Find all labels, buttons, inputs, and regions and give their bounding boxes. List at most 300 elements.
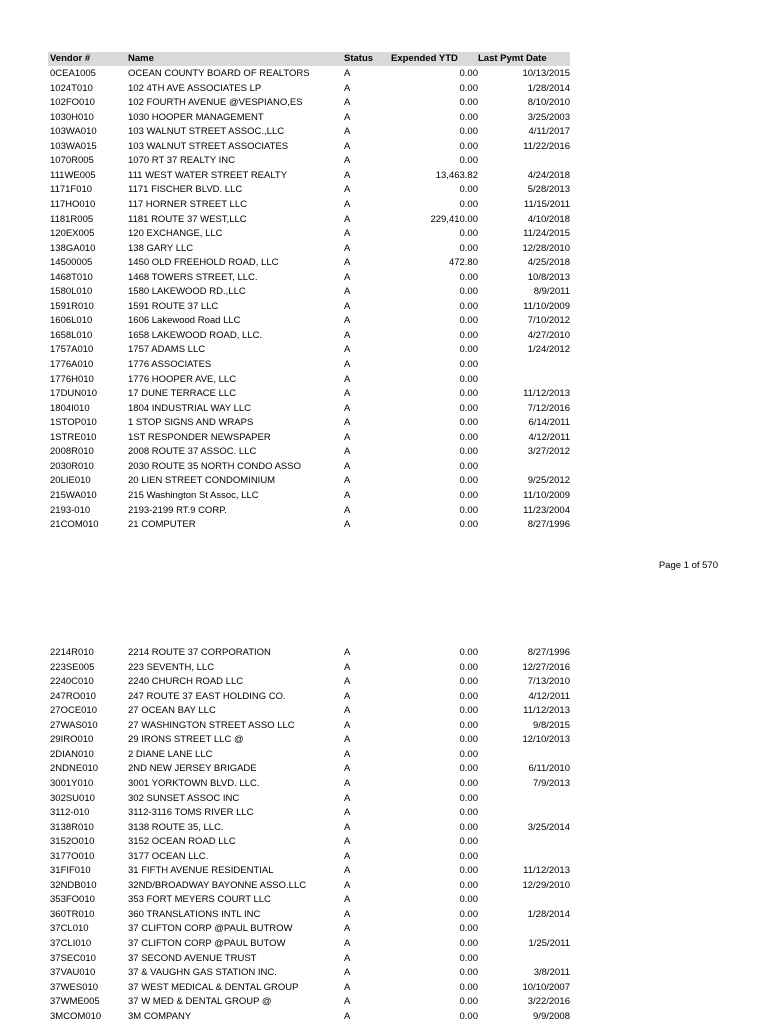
table-row: [48, 821, 570, 836]
name-cell: 2008 ROUTE 37 ASSOC. LLC: [128, 446, 257, 458]
table-row: [48, 518, 570, 533]
vendor-cell: 0CEA1005: [50, 68, 96, 79]
table-row: [48, 733, 570, 748]
status-cell: A: [344, 938, 351, 949]
name-cell: 3152 OCEAN ROAD LLC: [128, 836, 236, 848]
name-cell: 1591 ROUTE 37 LLC: [128, 300, 219, 312]
table-row: [48, 242, 570, 257]
status-cell: A: [344, 504, 351, 516]
vendor-cell: 3138R010: [50, 821, 94, 833]
status-cell: A: [344, 676, 351, 688]
expended-cell: 0.00: [459, 777, 478, 789]
status-cell: A: [344, 111, 351, 123]
table-row: [48, 850, 570, 865]
table-row: [48, 358, 570, 373]
expended-cell: 0.00: [459, 719, 478, 731]
vendor-cell: 1024T010: [50, 82, 93, 94]
name-cell: 3138 ROUTE 35, LLC.: [128, 821, 224, 833]
last-pymt-cell: 12/29/2010: [522, 879, 570, 891]
last-pymt-cell: 9/9/2008: [533, 1010, 570, 1022]
last-pymt-cell: 1/24/2012: [527, 344, 570, 356]
last-pymt-cell: 12/28/2010: [522, 242, 570, 254]
status-cell: A: [344, 184, 351, 196]
vendor-cell: 1468T010: [50, 271, 93, 283]
expended-cell: 0.00: [459, 140, 478, 152]
last-pymt-cell: 7/13/2010: [527, 676, 570, 688]
vendor-cell: 2214R010: [50, 647, 94, 658]
expended-cell: 0.00: [459, 690, 478, 702]
status-cell: A: [344, 923, 351, 935]
expended-cell: 0.00: [459, 894, 478, 906]
status-cell: A: [344, 140, 351, 152]
vendor-cell: 117HO010: [50, 198, 96, 210]
last-pymt-cell: 12/27/2016: [522, 661, 570, 673]
status-cell: A: [344, 850, 351, 862]
vendor-cell: 17DUN010: [50, 388, 97, 400]
expended-cell: 0.00: [459, 155, 478, 167]
table-header: [48, 52, 570, 66]
vendor-cell: 1606L010: [50, 315, 93, 327]
name-cell: 3177 OCEAN LLC.: [128, 850, 209, 862]
vendor-cell: 37CL010: [50, 923, 89, 935]
name-cell: 2193-2199 RT.9 CORP.: [128, 504, 227, 516]
vendor-cell: 1580L010: [50, 286, 93, 298]
table-row: [48, 169, 570, 184]
expended-cell: 0.00: [459, 475, 478, 487]
vendor-cell: 1757A010: [50, 344, 94, 356]
name-cell: 120 EXCHANGE, LLC: [128, 228, 223, 240]
last-pymt-cell: 3/27/2012: [527, 446, 570, 458]
vendor-cell: 1591R010: [50, 300, 94, 312]
status-cell: A: [344, 967, 351, 979]
last-pymt-cell: 4/12/2011: [528, 431, 570, 443]
name-cell: 103 WALNUT STREET ASSOCIATES: [128, 140, 289, 152]
last-pymt-cell: 3/25/2003: [527, 111, 570, 123]
name-cell: 37 W MED & DENTAL GROUP @: [128, 996, 272, 1008]
name-cell: 1658 LAKEWOOD ROAD, LLC.: [128, 329, 263, 341]
vendor-cell: 27WAS010: [50, 719, 98, 731]
expended-cell: 0.00: [459, 489, 478, 501]
header-last-pymt-date: Last Pymt Date: [478, 53, 547, 64]
name-cell: 17 DUNE TERRACE LLC: [128, 388, 237, 400]
table-row: [48, 125, 570, 140]
name-cell: 1ST RESPONDER NEWSPAPER: [128, 431, 271, 443]
vendor-cell: 1776H010: [50, 373, 94, 385]
last-pymt-cell: 8/27/1996: [527, 647, 570, 658]
expended-cell: 0.00: [459, 996, 478, 1008]
vendor-cell: 1070R005: [50, 155, 94, 167]
name-cell: 27 WASHINGTON STREET ASSO LLC: [128, 719, 295, 731]
expended-cell: 0.00: [459, 329, 478, 341]
table-row: [48, 416, 570, 431]
table-row: [48, 285, 570, 300]
table-row: [48, 893, 570, 908]
status-cell: A: [344, 155, 351, 167]
table-row: [48, 995, 570, 1010]
last-pymt-cell: 1/25/2011: [528, 938, 570, 949]
table-row: [48, 198, 570, 213]
table-row: [48, 373, 570, 388]
table-row: [48, 343, 570, 358]
vendor-cell: 1804I010: [50, 402, 90, 414]
name-cell: 2030 ROUTE 35 NORTH CONDO ASSO: [128, 460, 301, 472]
table-row: [48, 937, 570, 952]
last-pymt-cell: 4/24/2018: [527, 169, 570, 181]
name-cell: 37 WEST MEDICAL & DENTAL GROUP: [128, 981, 299, 993]
table-row: [48, 952, 570, 967]
expended-cell: 0.00: [459, 446, 478, 458]
name-cell: 27 OCEAN BAY LLC: [128, 705, 216, 717]
table-row: [48, 183, 570, 198]
status-cell: A: [344, 661, 351, 673]
expended-cell: 0.00: [459, 111, 478, 123]
table-row: [48, 213, 570, 228]
last-pymt-cell: 11/15/2011: [523, 198, 570, 210]
table-row: [48, 82, 570, 97]
name-cell: 353 FORT MEYERS COURT LLC: [128, 894, 271, 906]
expended-cell: 13,463.82: [435, 169, 478, 181]
expended-cell: 0.00: [459, 661, 478, 673]
expended-cell: 0.00: [459, 676, 478, 688]
vendor-cell: 2240C010: [50, 676, 94, 688]
last-pymt-cell: 8/10/2010: [527, 97, 570, 109]
name-cell: 1450 OLD FREEHOLD ROAD, LLC: [128, 257, 279, 269]
expended-cell: 0.00: [459, 952, 478, 964]
vendor-cell: 2030R010: [50, 460, 94, 472]
table-row: [48, 748, 570, 763]
vendor-cell: 2DIAN010: [50, 748, 94, 760]
vendor-cell: 223SE005: [50, 661, 95, 673]
last-pymt-cell: 4/27/2010: [527, 329, 570, 341]
last-pymt-cell: 11/23/2004: [523, 504, 570, 516]
name-cell: 138 GARY LLC: [128, 242, 194, 254]
table-row: [48, 140, 570, 155]
expended-cell: 0.00: [459, 315, 478, 327]
vendor-cell: 2NDNE010: [50, 763, 99, 775]
expended-cell: 0.00: [459, 504, 478, 516]
vendor-cell: 111WE005: [50, 169, 96, 181]
expended-cell: 0.00: [459, 388, 478, 400]
vendor-cell: 102FO010: [50, 97, 95, 109]
name-cell: 31 FIFTH AVENUE RESIDENTIAL: [128, 865, 274, 877]
table-row: [48, 271, 570, 286]
expended-cell: 0.00: [459, 836, 478, 848]
table-row: [48, 402, 570, 417]
vendor-cell: 3MCOM010: [50, 1010, 102, 1022]
status-cell: A: [344, 908, 351, 920]
status-cell: A: [344, 647, 351, 658]
status-cell: A: [344, 315, 351, 327]
status-cell: A: [344, 519, 351, 531]
status-cell: A: [344, 952, 351, 964]
vendor-cell: 14500005: [50, 257, 93, 269]
vendor-cell: 215WA010: [50, 489, 97, 501]
table-row: [48, 300, 570, 315]
table-row: [48, 227, 570, 242]
expended-cell: 0.00: [459, 923, 478, 935]
table-row: [48, 879, 570, 894]
name-cell: 2214 ROUTE 37 CORPORATION: [128, 647, 271, 658]
status-cell: A: [344, 359, 351, 370]
status-cell: A: [344, 82, 351, 94]
vendor-cell: 138GA010: [50, 242, 96, 254]
expended-cell: 0.00: [459, 908, 478, 920]
name-cell: 3M COMPANY: [128, 1010, 192, 1022]
name-cell: 20 LIEN STREET CONDOMINIUM: [128, 475, 276, 487]
name-cell: 29 IRONS STREET LLC @: [128, 734, 244, 746]
expended-cell: 0.00: [459, 879, 478, 891]
vendor-cell: 120EX005: [50, 228, 95, 240]
last-pymt-cell: 7/10/2012: [527, 315, 570, 327]
status-cell: A: [344, 271, 351, 283]
last-pymt-cell: 7/12/2016: [527, 402, 570, 414]
status-cell: A: [344, 705, 351, 717]
vendor-cell: 21COM010: [50, 519, 99, 531]
table-row: [48, 922, 570, 937]
name-cell: 37 SECOND AVENUE TRUST: [128, 952, 257, 964]
expended-cell: 0.00: [459, 431, 478, 443]
status-cell: A: [344, 257, 351, 269]
expended-cell: 0.00: [459, 271, 478, 283]
last-pymt-cell: 1/28/2014: [527, 908, 570, 920]
name-cell: 102 FOURTH AVENUE @VESPIANO,ES: [128, 97, 303, 109]
vendor-cell: 32NDB010: [50, 879, 97, 891]
last-pymt-cell: 11/12/2013: [523, 705, 570, 717]
name-cell: 111 WEST WATER STREET REALTY: [128, 169, 288, 181]
table-row: [48, 675, 570, 690]
name-cell: 3112-3116 TOMS RIVER LLC: [128, 807, 254, 819]
last-pymt-cell: 7/9/2013: [533, 777, 570, 789]
table-row: [48, 690, 570, 705]
expended-cell: 0.00: [459, 402, 478, 414]
expended-cell: 0.00: [459, 821, 478, 833]
vendor-cell: 29IRO010: [50, 734, 94, 746]
vendor-cell: 2008R010: [50, 446, 94, 458]
expended-cell: 0.00: [459, 647, 478, 658]
name-cell: 3001 YORKTOWN BLVD. LLC.: [128, 777, 260, 789]
expended-cell: 0.00: [459, 734, 478, 746]
status-cell: A: [344, 286, 351, 298]
status-cell: A: [344, 879, 351, 891]
table-row: [48, 777, 570, 792]
table-row: [48, 154, 570, 169]
vendor-cell: 3177O010: [50, 850, 95, 862]
vendor-cell: 37CLI010: [50, 938, 92, 949]
table-row: [48, 806, 570, 821]
last-pymt-cell: 8/27/1996: [527, 519, 570, 531]
last-pymt-cell: 3/25/2014: [527, 821, 570, 833]
status-cell: A: [344, 996, 351, 1008]
table-row: [48, 762, 570, 777]
vendor-cell: 1030H010: [50, 111, 94, 123]
status-cell: A: [344, 329, 351, 341]
last-pymt-cell: 10/8/2013: [527, 271, 570, 283]
vendor-cell: 103WA010: [50, 126, 97, 138]
vendor-cell: 1658L010: [50, 329, 93, 341]
expended-cell: 0.00: [459, 417, 478, 429]
last-pymt-cell: 9/8/2015: [533, 719, 570, 731]
status-cell: A: [344, 475, 351, 487]
last-pymt-cell: 6/11/2010: [528, 763, 570, 775]
table-row: [48, 67, 570, 82]
table-row: [48, 908, 570, 923]
table-row: [48, 661, 570, 676]
expended-cell: 0.00: [459, 967, 478, 979]
last-pymt-cell: 4/11/2017: [528, 126, 570, 138]
table-row: [48, 719, 570, 734]
table-row: [48, 504, 570, 519]
vendor-cell: 3001Y010: [50, 777, 94, 789]
last-pymt-cell: 11/12/2013: [523, 865, 570, 877]
vendor-cell: 1776A010: [50, 359, 94, 370]
vendor-cell: 3152O010: [50, 836, 95, 848]
expended-cell: 0.00: [459, 865, 478, 877]
vendor-cell: 302SU010: [50, 792, 95, 804]
name-cell: 1 STOP SIGNS AND WRAPS: [128, 417, 254, 429]
status-cell: A: [344, 446, 351, 458]
table-row: [48, 704, 570, 719]
expended-cell: 0.00: [459, 82, 478, 94]
table-row: [48, 966, 570, 981]
name-cell: 1776 ASSOCIATES: [128, 359, 212, 370]
expended-cell: 0.00: [459, 792, 478, 804]
status-cell: A: [344, 198, 351, 210]
expended-cell: 0.00: [459, 198, 478, 210]
vendor-cell: 103WA015: [50, 140, 97, 152]
table-row: [48, 474, 570, 489]
status-cell: A: [344, 748, 351, 760]
expended-cell: 0.00: [459, 1010, 478, 1022]
expended-cell: 0.00: [459, 359, 478, 370]
name-cell: 21 COMPUTER: [128, 519, 196, 531]
table-row: [48, 864, 570, 879]
last-pymt-cell: 9/25/2012: [527, 475, 570, 487]
name-cell: 2ND NEW JERSEY BRIGADE: [128, 763, 257, 775]
status-cell: A: [344, 690, 351, 702]
expended-cell: 0.00: [459, 373, 478, 385]
expended-cell: 0.00: [459, 242, 478, 254]
table-row: [48, 431, 570, 446]
name-cell: OCEAN COUNTY BOARD OF REALTORS: [128, 68, 310, 79]
last-pymt-cell: 10/13/2015: [522, 68, 570, 79]
expended-cell: 0.00: [459, 705, 478, 717]
status-cell: A: [344, 1010, 351, 1022]
last-pymt-cell: 11/22/2016: [523, 140, 570, 152]
expended-cell: 0.00: [459, 68, 478, 79]
table-row: [48, 445, 570, 460]
table-row: [48, 329, 570, 344]
name-cell: 360 TRANSLATIONS INTL INC: [128, 908, 261, 920]
vendor-cell: 1STRE010: [50, 431, 97, 443]
name-cell: 1580 LAKEWOOD RD.,LLC: [128, 286, 246, 298]
status-cell: A: [344, 489, 351, 501]
status-cell: A: [344, 213, 351, 225]
page-number: Page 1 of 570: [658, 560, 718, 571]
expended-cell: 0.00: [459, 228, 478, 240]
name-cell: 302 SUNSET ASSOC INC: [128, 792, 240, 804]
table-row: [48, 981, 570, 996]
vendor-cell: 1STOP010: [50, 417, 97, 429]
vendor-cell: 37VAU010: [50, 967, 96, 979]
status-cell: A: [344, 734, 351, 746]
name-cell: 37 CLIFTON CORP @PAUL BUTROW: [128, 923, 293, 935]
vendor-cell: 360TR010: [50, 908, 95, 920]
expended-cell: 0.00: [459, 344, 478, 356]
expended-cell: 0.00: [459, 807, 478, 819]
name-cell: 1070 RT 37 REALTY INC: [128, 155, 236, 167]
status-cell: A: [344, 777, 351, 789]
name-cell: 247 ROUTE 37 EAST HOLDING CO.: [128, 690, 286, 702]
name-cell: 103 WALNUT STREET ASSOC.,LLC: [128, 126, 285, 138]
status-cell: A: [344, 460, 351, 472]
vendor-cell: 3112-010: [50, 807, 90, 819]
last-pymt-cell: 4/12/2011: [528, 690, 570, 702]
name-cell: 1776 HOOPER AVE, LLC: [128, 373, 237, 385]
table-row: [48, 314, 570, 329]
table-row: [48, 792, 570, 807]
last-pymt-cell: 3/22/2016: [527, 996, 570, 1008]
expended-cell: 472.80: [448, 257, 478, 269]
expended-cell: 0.00: [459, 938, 478, 949]
expended-cell: 229,410.00: [430, 213, 478, 225]
table-row: [48, 460, 570, 475]
status-cell: A: [344, 388, 351, 400]
table-row: [48, 387, 570, 402]
header-vendor: Vendor #: [50, 53, 91, 64]
name-cell: 1030 HOOPER MANAGEMENT: [128, 111, 264, 123]
status-cell: A: [344, 821, 351, 833]
header-status: Status: [344, 53, 374, 64]
table-row: [48, 646, 570, 661]
name-cell: 2 DIANE LANE LLC: [128, 748, 213, 760]
last-pymt-cell: 11/12/2013: [523, 388, 570, 400]
status-cell: A: [344, 719, 351, 731]
name-cell: 117 HORNER STREET LLC: [128, 198, 247, 210]
expended-cell: 0.00: [459, 126, 478, 138]
name-cell: 1757 ADAMS LLC: [128, 344, 206, 356]
name-cell: 1468 TOWERS STREET, LLC.: [128, 271, 258, 283]
table-row: [48, 256, 570, 271]
last-pymt-cell: 5/28/2013: [527, 184, 570, 196]
last-pymt-cell: 4/25/2018: [527, 257, 570, 269]
last-pymt-cell: 11/10/2009: [523, 489, 570, 501]
status-cell: A: [344, 228, 351, 240]
status-cell: A: [344, 373, 351, 385]
vendor-cell: 37WES010: [50, 981, 99, 993]
expended-cell: 0.00: [459, 184, 478, 196]
status-cell: A: [344, 242, 351, 254]
vendor-cell: 20LIE010: [50, 475, 91, 487]
status-cell: A: [344, 807, 351, 819]
table-row: [48, 835, 570, 850]
vendor-cell: 31FIF010: [50, 865, 91, 877]
name-cell: 215 Washington St Assoc, LLC: [128, 489, 259, 501]
status-cell: A: [344, 300, 351, 312]
table-row: [48, 111, 570, 126]
last-pymt-cell: 4/10/2018: [527, 213, 570, 225]
header-expended-ytd: Expended YTD: [391, 53, 458, 64]
name-cell: 1606 Lakewood Road LLC: [128, 315, 241, 327]
last-pymt-cell: 6/14/2011: [528, 417, 570, 429]
status-cell: A: [344, 68, 351, 79]
name-cell: 32ND/BROADWAY BAYONNE ASSO.LLC: [128, 879, 307, 891]
name-cell: 223 SEVENTH, LLC: [128, 661, 215, 673]
status-cell: A: [344, 792, 351, 804]
expended-cell: 0.00: [459, 460, 478, 472]
last-pymt-cell: 11/24/2015: [523, 228, 570, 240]
table-row: [48, 96, 570, 111]
status-cell: A: [344, 865, 351, 877]
